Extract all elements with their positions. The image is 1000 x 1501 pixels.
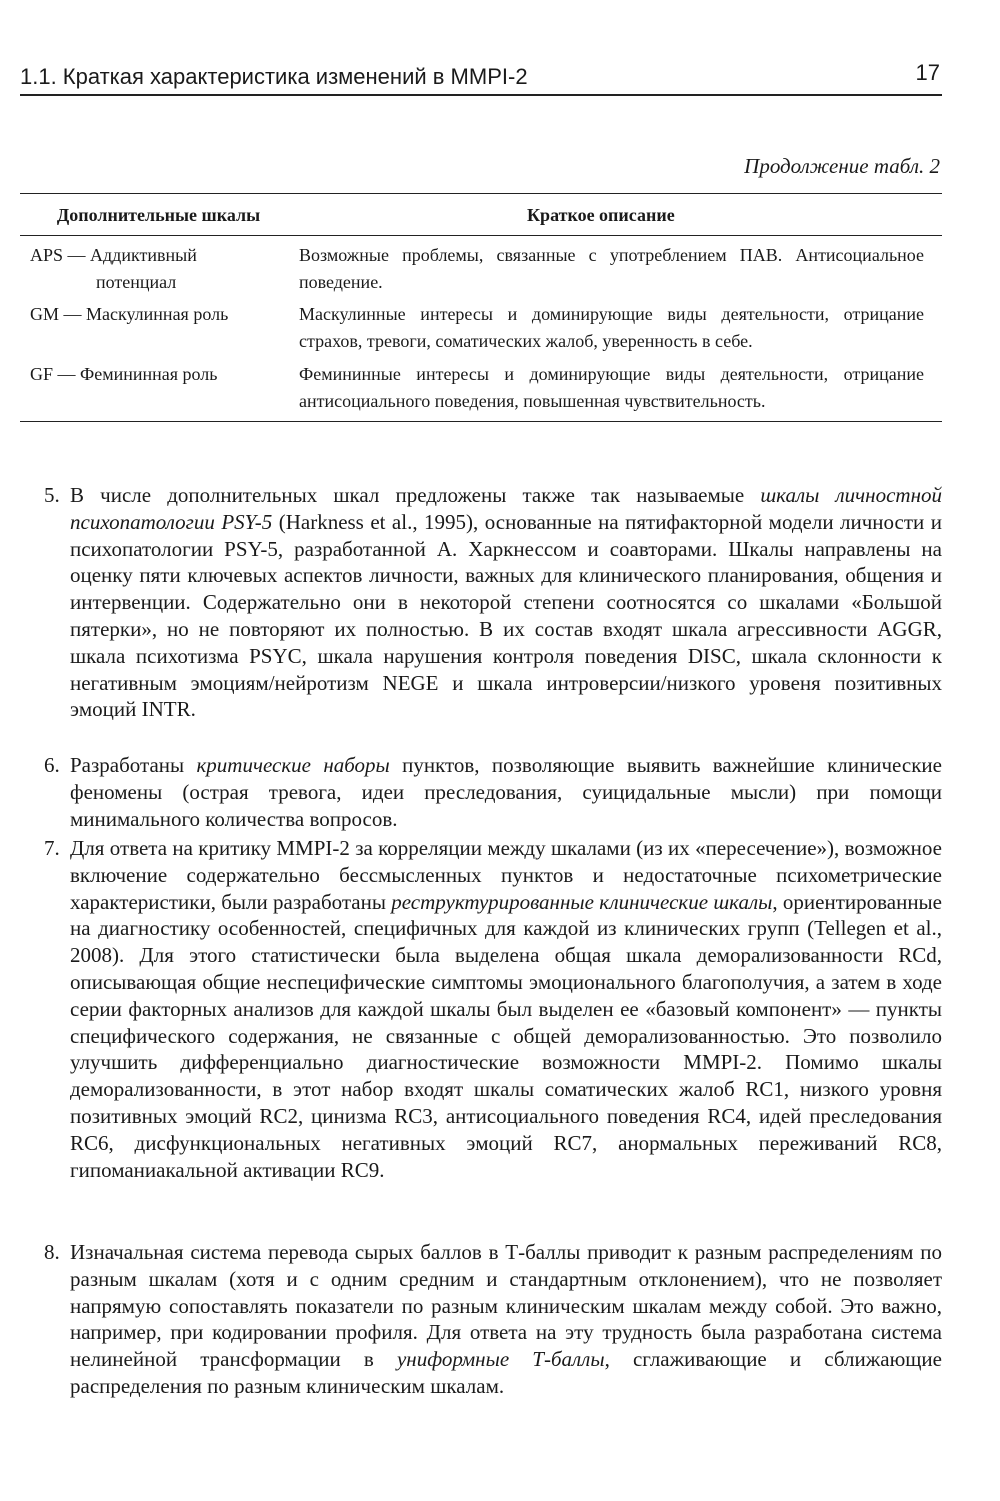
scales-table-block	[20, 193, 942, 422]
scales-table	[20, 194, 942, 421]
item-number: 8.	[44, 1240, 60, 1264]
item-number: 7.	[44, 836, 60, 860]
table-header-row	[20, 194, 942, 236]
scale-description: Фемининные интересы и доминирующие виды деятельности, отрицание антисоциального поведения, повышенная чувствительность.	[299, 364, 924, 411]
scale-name-line1: APS — Аддиктивный	[30, 245, 197, 265]
scale-description: Маскулинные интересы и доминирующие виды деятельности, отрицание страхов, тревоги, соматических жалоб, уверенность в себе.	[299, 304, 924, 351]
table-row	[20, 355, 942, 421]
col1-header: Дополнительные шкалы	[20, 194, 297, 236]
item-text: , ориентированные на диагностику особенностей, специфичных для каждой из клинических групп (Tellegen et al., 2008). Для этого статистически была выделена общая шкала деморализованности RCd, описывающая общие неспецифические симптомы эмоционального благополучия, а затем в ходе серии факторных анализов для каждой шкалы был выделен ее «базовый компонент» — пункты специфического содержания, не связанные с общей деморализованностью. Это позволило улучшить дифференциально диагностические возможности MMPI-2. Помимо шкалы деморализованности, в этот набор входят шкалы соматических жалоб RC1, низкого уровня позитивных эмоций RC2, цинизма RC3, антисоциального поведения RC4, идей преследования RC6, дисфункциональных негативных эмоций RC7, анормальных переживаний RC8, гипоманиакальной активации RC9.	[70, 889, 942, 1182]
scale-name	[20, 236, 297, 297]
running-title: 1.1. Краткая характеристика изменений в MMPI-2	[20, 64, 528, 89]
scale-name	[20, 296, 297, 355]
item-text: , сглаживающие и сближающие распределения по разным клиническим шкалам.	[70, 1347, 942, 1398]
scale-name	[20, 355, 297, 421]
numbered-list	[20, 482, 942, 1402]
item-number: 5.	[44, 483, 60, 507]
table-row	[20, 236, 942, 297]
item-emphasis: критические наборы	[196, 753, 390, 777]
table-row	[20, 296, 942, 355]
running-head	[20, 62, 942, 96]
list-item-8	[20, 1239, 942, 1400]
page-number: 17	[915, 60, 940, 85]
item-emphasis: шкалы личностной психопатологии PSY-5	[70, 483, 942, 534]
item-number: 6.	[44, 753, 60, 777]
col2-header: Краткое описание	[297, 194, 942, 236]
list-item-7	[20, 835, 942, 1237]
list-item-5	[20, 482, 942, 750]
item-emphasis: униформные Т-баллы	[396, 1347, 605, 1372]
item-text: (Harkness et al., 1995), основанные на пятифакторной модели личности и психопатологии PSY-5, разработанной А. Харкнессом и соавторами. Шкалы направлены на оценку пяти ключевых аспектов личности, важных для клинического планирования, общения и интервенции. Содержательно они в некоторой степени соотносятся со шкалами «Большой пятерки», но не повторяют их полностью. В их состав входят шкала агрессивности AGGR, шкала психотизма PSYC, шкала нарушения контроля поведения DISC, шкала склонности к негативным эмоциям/нейротизм NEGE и шкала интроверсии/низкого уровеня позитивных эмоций INTR.	[70, 509, 942, 722]
item-emphasis: реструктурированные клинические шкалы	[391, 889, 773, 914]
list-item-6	[20, 752, 942, 833]
item-text: Изначальная система перевода сырых баллов в Т-баллы приводит к разным распределениям по разным шкалам (хотя и с одним средним и стандартным отклонением), что не позволяет напрямую сопоставлять показатели по разным клиническим шкалам между собой. Это важно, например, при кодировании профиля. Для ответа на эту трудность была разработана система нелинейной трансформации в	[70, 1240, 942, 1372]
scale-description: Возможные проблемы, связанные с употреблением ПАВ. Антисоциальное поведение.	[299, 245, 924, 292]
scale-name-line2: потенциал	[96, 272, 177, 292]
scale-name-line1: GM — Маскулинная роль	[30, 304, 229, 324]
table-continuation-label: Продолжение табл. 2	[744, 154, 940, 178]
item-text: Разработаны	[70, 753, 197, 777]
item-text: Для ответа на критику MMPI-2 за корреляции между шкалами (из их «пересечение»), возможное включение содержательно бессмысленных пунктов и недостаточные психометрические характеристики, были разработаны	[70, 836, 942, 914]
item-text: пунктов, позволяющие выявить важнейшие клинические феномены (острая тревога, идеи преследования, суицидальные мысли) при помощи минимального количества вопросов.	[70, 753, 942, 831]
scale-name-line1: GF — Фемининная роль	[30, 364, 218, 384]
item-text: В числе дополнительных шкал предложены также так называемые	[70, 483, 761, 507]
